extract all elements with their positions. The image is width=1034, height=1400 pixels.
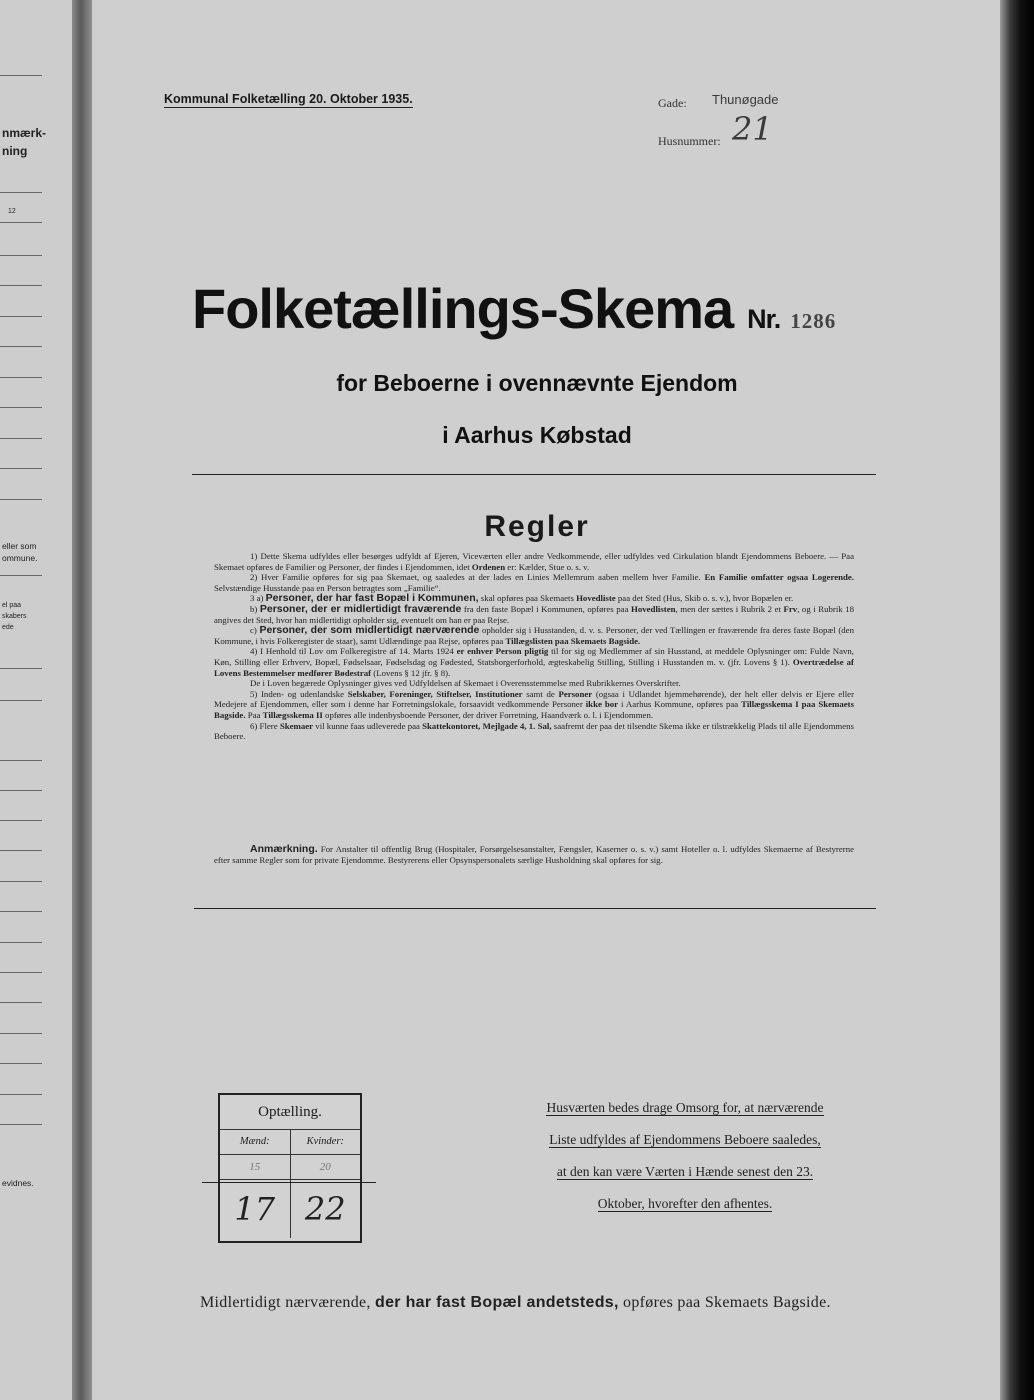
ruled-line bbox=[0, 760, 42, 761]
left-page-edge bbox=[0, 0, 80, 1400]
rule-paragraph: 1) Dette Skema udfyldes eller besørges udfyldt af Ejeren, Viceværten eller andre Vedkommende, eller udfyldes ved Cirkulation blandt Ejendommens Beboere. — Paa Skemaet opføres de Familier og Personer, der findes i Ejendommen, idet Ordenen er: Kælder, Stue o. s. v. bbox=[214, 551, 854, 572]
fragment-text: nmærk- bbox=[2, 126, 47, 140]
ruled-line bbox=[0, 911, 42, 912]
rules-heading: Regler bbox=[484, 510, 590, 543]
ruled-line bbox=[0, 881, 42, 882]
book-gutter bbox=[72, 0, 94, 1400]
men-count: 17 bbox=[234, 1190, 276, 1228]
fragment-text: ommune. bbox=[2, 553, 38, 563]
rule-paragraph: 2) Hver Familie opføres for sig paa Skemaet, og saaledes at der lades en Linies Mellemrum aaben mellem hver Familie. En Familie omfatter ogsaa Logerende. Selvstændige Husstande paa en Person betragtes som „Familie“. bbox=[214, 572, 854, 593]
census-form-page bbox=[92, 0, 1002, 1400]
women-column-label: Kvinder: bbox=[290, 1130, 361, 1154]
house-number-label: Husnummer: bbox=[658, 134, 721, 148]
fragment-text: evidnes. bbox=[2, 1178, 34, 1188]
form-number-label: Nr. bbox=[747, 304, 781, 334]
count-box bbox=[218, 1093, 362, 1243]
ruled-line bbox=[0, 222, 42, 223]
divider bbox=[194, 908, 876, 909]
street-label: Gade: bbox=[658, 96, 687, 110]
rules-text bbox=[214, 551, 854, 742]
ruled-line bbox=[0, 820, 42, 821]
ruled-line bbox=[0, 1124, 42, 1125]
divider bbox=[192, 474, 876, 475]
fragment-text: 12 bbox=[8, 208, 16, 215]
rule-paragraph: 5) Inden- og udenlandske Selskaber, Foreninger, Stiftelser, Institutioner samt de Personer (ogsaa i Udlandet hjemmehørende), der helt eller delvis er Ejere eller Medejere af Ejendommen, eller som i denne har Forretningslokale, forsaavidt vedkommende Personer ikke bor i Aarhus Kommune, opføres paa Tillægsskema I paa Skemaets Bagside. Paa Tillægsskema II opføres alle indenbysboende Personer, der driver Forretning, Haandværk o. l. i Ejendommen. bbox=[214, 688, 855, 720]
count-box-title: Optælling. bbox=[220, 1095, 360, 1130]
note-text: For Anstalter til offentlig Brug (Hospitaler, Forsørgelsesanstalter, Fængsler, Kaserner o. s. v.) samt Hoteller o. l. udfyldes Skemaerne af Bestyrerne efter samme Regler som for private Ejendomme. Bestyrerens eller Opsynspersonalets særlige Husholdning skal opføres for sig. bbox=[214, 844, 854, 865]
ruled-line bbox=[0, 850, 42, 851]
host-notice-line: Husværten bedes drage Omsorg for, at nærværende bbox=[546, 1100, 824, 1115]
ruled-line bbox=[0, 1002, 42, 1003]
ruled-line bbox=[0, 346, 42, 347]
ruled-line bbox=[0, 438, 42, 439]
count-box-struck-row bbox=[220, 1155, 360, 1180]
count-box-total-row bbox=[220, 1180, 360, 1238]
ruled-line bbox=[0, 1094, 42, 1095]
fragment-text: skabers bbox=[2, 613, 27, 620]
ruled-line bbox=[0, 468, 42, 469]
ruled-line bbox=[0, 575, 42, 576]
rule-paragraph: 4) I Henhold til Lov om Folkeregistre af 14. Marts 1924 er enhver Person pligtig til for sig og Medlemmer af sin Husstand, at meddele Oplysninger om: Fulde Navn, Køn, Stilling eller Erhverv, Bopæl, Fødselsaar, Fødselsdag og Fødested, Statsborgerforhold, ægteskabelig Stilling, Stilling i Husstanden m. v. (jfr. Lovens § 1). Overtrædelse af Lovens Bestemmelser medfører Bødestraf (Lovens § 12 jfr. § 8). bbox=[214, 646, 854, 678]
ruled-line bbox=[0, 316, 42, 317]
fragment-text: ede bbox=[2, 624, 14, 631]
host-notice-line: Oktober, hvorefter den afhentes. bbox=[597, 1196, 773, 1211]
rule-paragraph: De i Loven begærede Oplysninger gives ved Udfyldelsen af Skemaet i Overensstemmelse med Rubrikkernes Overskrifter. bbox=[250, 678, 681, 689]
fragment-text: ning bbox=[2, 144, 28, 158]
book-edge bbox=[1000, 0, 1034, 1400]
fragment-text: eller som bbox=[2, 541, 37, 551]
ruled-line bbox=[0, 942, 42, 943]
ruled-line bbox=[0, 668, 42, 669]
note-paragraph bbox=[214, 844, 854, 866]
ruled-line bbox=[0, 972, 42, 973]
ruled-line bbox=[0, 1063, 42, 1064]
footer-note: Midlertidigt nærværende, der har fast Bopæl andetsteds, opføres paa Skemaets Bagside. bbox=[200, 1294, 831, 1311]
ruled-line bbox=[0, 255, 42, 256]
house-number-value: 21 bbox=[732, 110, 773, 148]
count-box-header-row bbox=[220, 1130, 360, 1155]
form-title-main: Folketællings-Skema bbox=[192, 277, 734, 340]
ruled-line bbox=[0, 75, 42, 76]
rule-paragraph: c) Personer, der som midlertidigt nærværende opholder sig i Husstanden, d. v. s. Personer, der ved Tællingen er fraværende fra deres faste Bopæl (den Kommune, i hvis Folkeregister de staar), samt Udlændinge paa Rejse, opføres paa Tillægslisten paa Skemaets Bagside. bbox=[214, 624, 854, 646]
ruled-line bbox=[0, 700, 42, 701]
ruled-line bbox=[0, 192, 42, 193]
rule-paragraph: b) Personer, der er midlertidigt fraværende fra den faste Bopæl i Kommunen, opføres paa Hovedlisten, men der sættes i Rubrik 2 et Frv, og i Rubrik 18 angives det Sted, hvor han midlertidigt opholder sig, eventuelt om han er paa Rejse. bbox=[214, 602, 855, 625]
host-notice bbox=[512, 1100, 858, 1228]
ruled-line bbox=[0, 790, 42, 791]
fragment-text: el paa bbox=[2, 602, 22, 609]
host-notice-line: at den kan være Værten i Hænde senest den 23. bbox=[556, 1164, 814, 1179]
form-subtitle: for Beboerne i ovennævnte Ejendom bbox=[336, 370, 738, 396]
rule-paragraph: 6) Flere Skemaer vil kunne faas udleverede paa Skattekontoret, Mejlgade 4, 1. Sal, saafremt der paa det tilsendte Skema ikke er tilstrækkelig Plads til alle Ejendommens Beboere. bbox=[214, 720, 854, 742]
form-number-value: 1286 bbox=[790, 309, 837, 333]
form-location: i Aarhus Købstad bbox=[442, 422, 632, 448]
ruled-line bbox=[0, 1033, 42, 1034]
census-date-line: Kommunal Folketælling 20. Oktober 1935. bbox=[164, 92, 413, 106]
form-title bbox=[192, 276, 836, 341]
ruled-line bbox=[0, 285, 42, 286]
note-label: Anmærkning. bbox=[250, 843, 318, 855]
struck-men-count: 15 bbox=[249, 1161, 261, 1173]
street-value: Thunøgade bbox=[712, 92, 779, 107]
rule-paragraph: 3 a) Personer, der har fast Bopæl i Kommunen, skal opføres paa Skemaets Hovedliste paa det Sted (Hus, Skib o. s. v.), hvor Bopælen er. bbox=[250, 592, 794, 605]
ruled-line bbox=[0, 499, 42, 500]
host-notice-line: Liste udfyldes af Ejendommens Beboere saaledes, bbox=[549, 1132, 821, 1147]
ruled-line bbox=[0, 407, 42, 408]
strike-through-line bbox=[202, 1182, 376, 1183]
struck-women-count: 20 bbox=[290, 1155, 361, 1179]
ruled-line bbox=[0, 377, 42, 378]
men-column-label: Mænd: bbox=[239, 1136, 270, 1147]
women-count: 22 bbox=[290, 1180, 361, 1238]
